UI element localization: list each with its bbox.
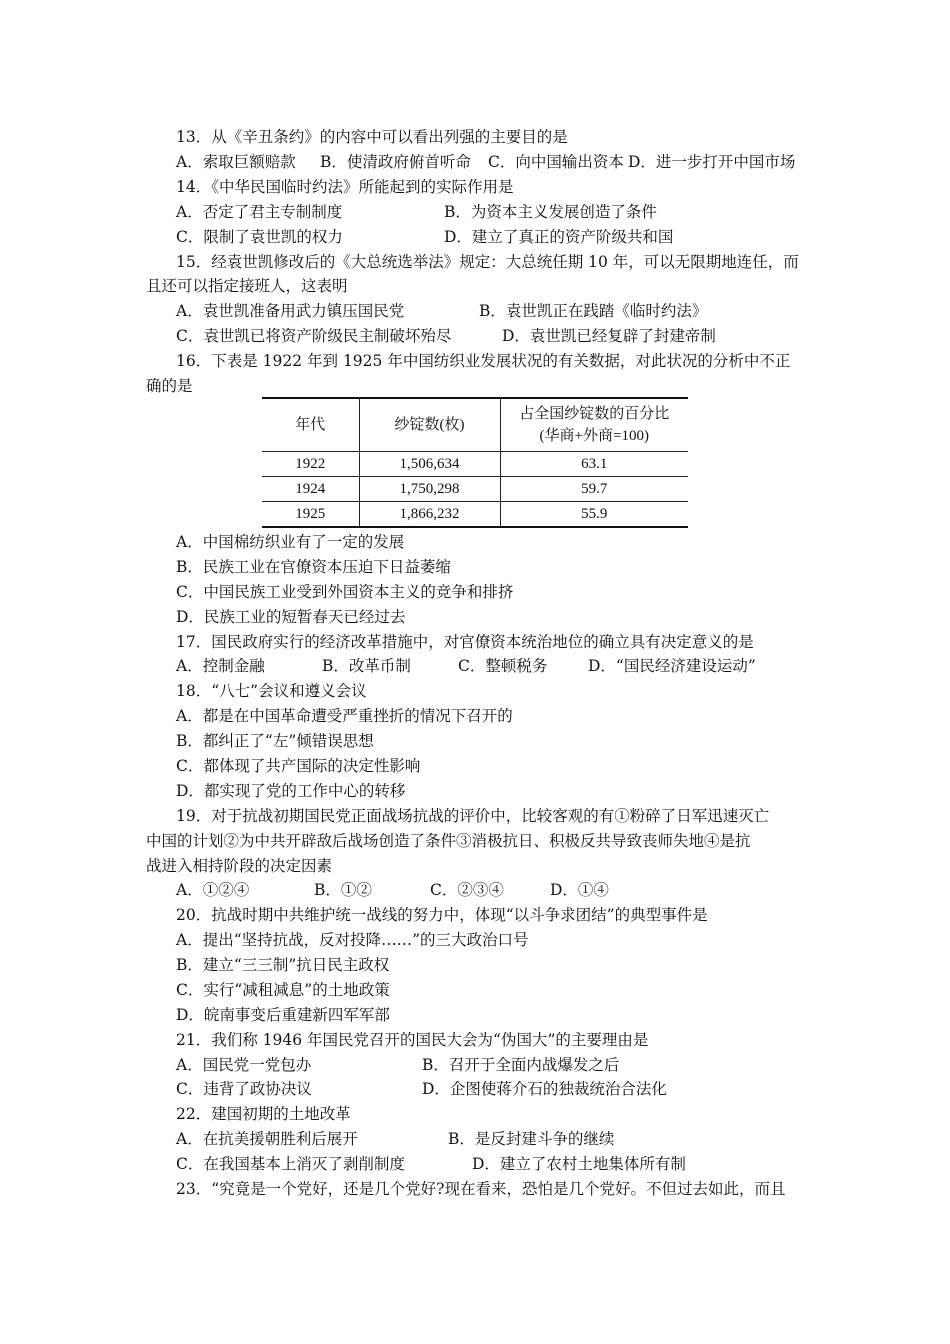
spindle-data-table [262, 397, 688, 528]
q13-option-c: C．向中国输出资本 [488, 153, 624, 171]
q14-stem: 14．《中华民国临时约法》所能起到的实际作用是 [176, 178, 514, 196]
q20-stem: 20．抗战时期中共维护统一战线的努力中，体现“以斗争求团结”的典型事件是 [176, 906, 708, 924]
q15-option-d: D．袁世凯已经复辟了封建帝制 [502, 327, 716, 345]
q14-option-d: D．建立了真正的资产阶级共和国 [444, 228, 674, 246]
q16-option-c: C．中国民族工业受到外国资本主义的竞争和排挤 [176, 583, 514, 601]
cell-year: 1922 [262, 452, 359, 477]
cell-year: 1925 [262, 502, 359, 528]
q22-stem: 22．建国初期的土地改革 [176, 1105, 351, 1123]
q21-stem: 21．我们称 1946 年国民党召开的国民大会为“伪国大”的主要理由是 [176, 1031, 649, 1049]
cell-spindles: 1,750,298 [359, 477, 500, 502]
q14-option-b: B．为资本主义发展创造了条件 [444, 203, 657, 221]
cell-percent: 63.1 [500, 452, 688, 477]
q16-option-a: A．中国棉纺织业有了一定的发展 [176, 533, 405, 551]
q21-option-a: A．国民党一党包办 [176, 1056, 312, 1074]
cell-spindles: 1,866,232 [359, 502, 500, 528]
q19-stem-line2: 中国的计划②为中共开辟敌后战场创造了条件③消极抗日、积极反共导致丧师失地④是抗 [146, 832, 751, 850]
table-row [262, 452, 688, 477]
q16-stem-line1: 16．下表是 1922 年到 1925 年中国纺织业发展状况的有关数据，对此状况的分析中不正 [176, 352, 791, 370]
q19-option-c: C．②③④ [430, 881, 504, 899]
q13-option-d: D．进一步打开中国市场 [628, 153, 796, 171]
table-header-row [262, 398, 688, 452]
q18-option-b: B．都纠正了“左”倾错误思想 [176, 732, 374, 750]
q20-option-d: D．皖南事变后重建新四军军部 [176, 1006, 390, 1024]
q21-option-b: B．召开于全面内战爆发之后 [422, 1056, 620, 1074]
q15-option-c: C．袁世凯已将资产阶级民主制破坏殆尽 [176, 327, 452, 345]
q22-option-b: B．是反封建斗争的继续 [448, 1130, 615, 1148]
q18-option-a: A．都是在中国革命遭受严重挫折的情况下召开的 [176, 707, 513, 725]
q15-stem-line2: 且还可以指定接班人，这表明 [146, 277, 348, 295]
q22-option-a: A．在抗美援朝胜利后展开 [176, 1130, 358, 1148]
header-percent [500, 398, 688, 452]
header-percent-line1: 占全国纱锭数的百分比 [519, 406, 670, 422]
table-row [262, 477, 688, 502]
q13-stem: 13．从《辛丑条约》的内容中可以看出列强的主要目的是 [176, 128, 568, 146]
q17-option-a: A．控制金融 [176, 657, 265, 675]
q20-option-a: A．提出“坚持抗战，反对投降……”的三大政治口号 [176, 931, 529, 949]
q15-stem-line1: 15．经袁世凯修改后的《大总统选举法》规定：大总统任期 10 年，可以无限期地连任，而 [176, 253, 799, 271]
q20-option-b: B．建立“三三制”抗日民主政权 [176, 956, 390, 974]
q18-option-c: C．都体现了共产国际的决定性影响 [176, 757, 421, 775]
q19-stem-line1: 19．对于抗战初期国民党正面战场抗战的评价中，比较客观的有①粉碎了日军迅速灭亡 [176, 807, 770, 825]
q17-stem: 17．国民政府实行的经济改革措施中，对官僚资本统治地位的确立具有决定意义的是 [176, 633, 754, 651]
q15-option-a: A．袁世凯准备用武力镇压国民党 [176, 302, 405, 320]
q15-option-b: B．袁世凯正在践踏《临时约法》 [479, 302, 708, 320]
q17-option-d: D．“国民经济建设运动” [588, 657, 756, 675]
q19-option-a: A．①②④ [176, 881, 250, 899]
q14-option-c: C．限制了袁世凯的权力 [176, 228, 343, 246]
cell-spindles: 1,506,634 [359, 452, 500, 477]
q18-stem: 18．“八七”会议和遵义会议 [176, 682, 367, 700]
q22-option-c: C．在我国基本上消灭了剥削制度 [176, 1155, 405, 1173]
header-year: 年代 [262, 398, 359, 452]
q16-option-b: B．民族工业在官僚资本压迫下日益萎缩 [176, 558, 451, 576]
q21-option-d: D．企图使蒋介石的独裁统治合法化 [422, 1080, 667, 1098]
q13-option-b: B．使清政府俯首听命 [320, 153, 471, 171]
q20-option-c: C．实行“减租减息”的土地政策 [176, 981, 390, 999]
q23-stem: 23．“究竟是一个党好，还是几个党好?现在看来，恐怕是几个党好。不但过去如此，而且 [176, 1180, 786, 1198]
q18-option-d: D．都实现了党的工作中心的转移 [176, 782, 406, 800]
q16-stem-line2: 确的是 [146, 377, 193, 395]
q21-option-c: C．违背了政协决议 [176, 1080, 312, 1098]
cell-percent: 55.9 [500, 502, 688, 528]
cell-percent: 59.7 [500, 477, 688, 502]
header-percent-line2: (华商+外商=100) [539, 428, 649, 444]
q19-option-b: B．①② [314, 881, 372, 899]
q14-option-a: A．否定了君主专制制度 [176, 203, 343, 221]
q19-stem-line3: 战进入相持阶段的决定因素 [146, 857, 333, 875]
table-row [262, 502, 688, 528]
q16-option-d: D．民族工业的短暂春天已经过去 [176, 608, 406, 626]
q13-option-a: A．索取巨额赔款 [176, 153, 296, 171]
cell-year: 1924 [262, 477, 359, 502]
q19-option-d: D．①④ [550, 881, 609, 899]
header-spindles: 纱锭数(枚) [359, 398, 500, 452]
q17-option-b: B．改革币制 [322, 657, 411, 675]
q17-option-c: C．整顿税务 [458, 657, 548, 675]
q22-option-d: D．建立了农村土地集体所有制 [472, 1155, 686, 1173]
